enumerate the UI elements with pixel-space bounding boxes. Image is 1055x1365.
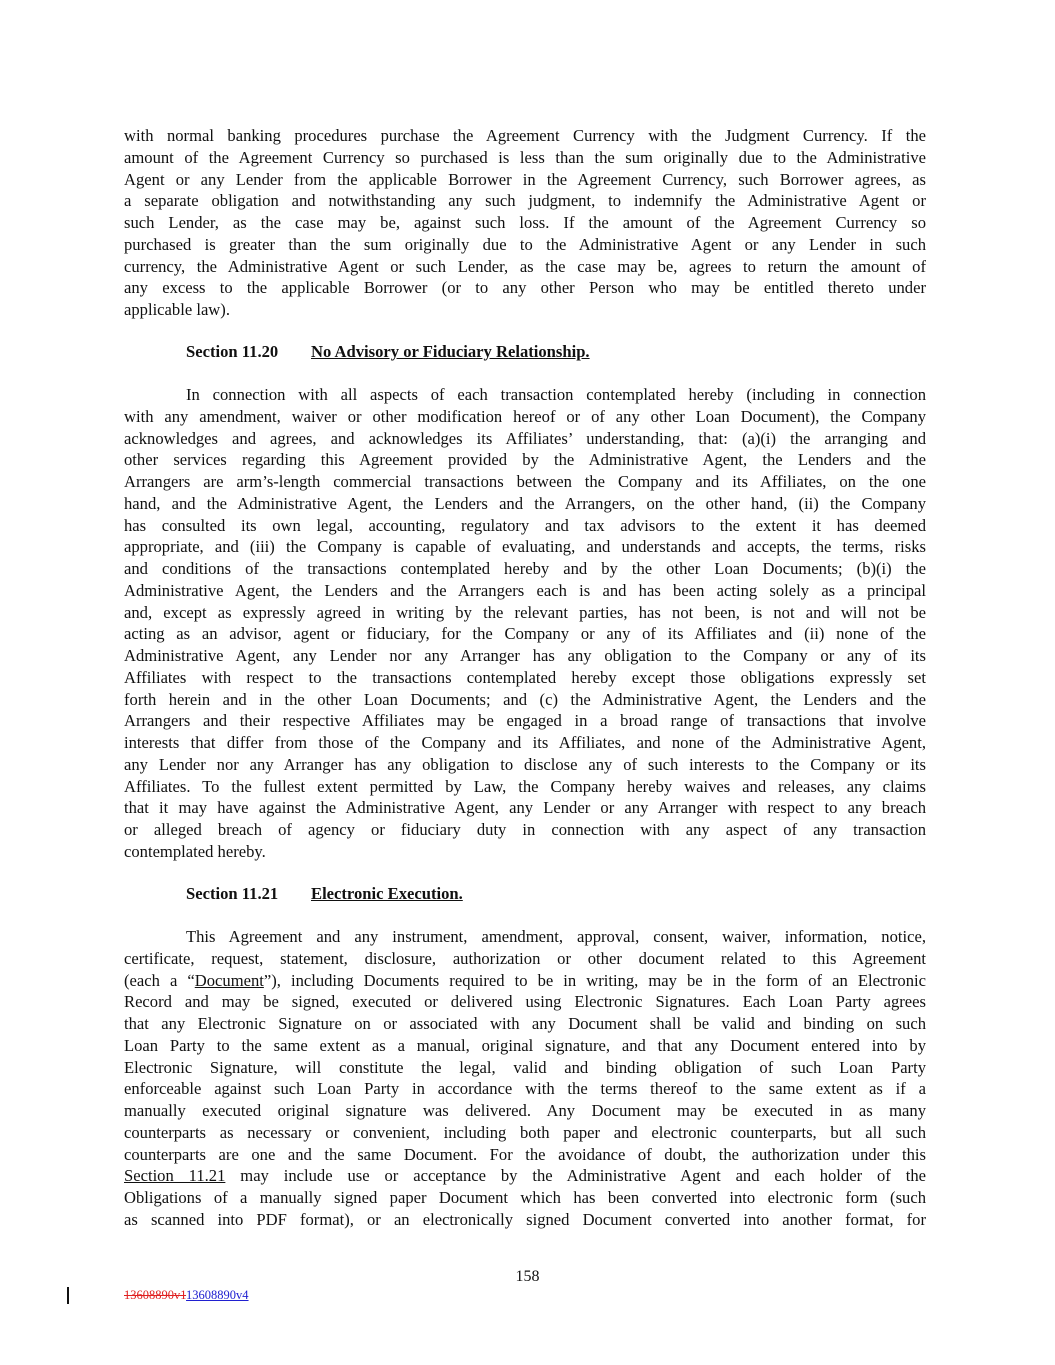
text-line: as scanned into PDF format), or an electronically signed Document converted into another format, for (124, 1209, 926, 1229)
text-line: contemplated hereby. (124, 841, 266, 861)
text-line: Affiliates. To the fullest extent permitted by Law, the Company hereby waives and releases, any claims (124, 776, 926, 796)
text-line: any excess to the applicable Borrower (or to any other Person who may be entitled thereto under (124, 278, 926, 298)
text-line (124, 970, 926, 992)
text-line: applicable law). (124, 300, 230, 319)
text-line: This Agreement and any instrument, amendment, approval, consent, waiver, information, notice, (186, 927, 926, 946)
text-line: and, except as expressly agreed in writing by the relevant parties, has not been, is not and will not be (124, 602, 926, 622)
text-line: with any amendment, waiver or other modification hereof or of any other Loan Document), the Company (124, 406, 926, 426)
text-line: any Lender nor any Arranger has any obligation to disclose any of such interests to the Company or its (124, 754, 926, 774)
doc-id-inserted: 13608890v4 (186, 1288, 249, 1302)
text-line: with normal banking procedures purchase the Agreement Currency with the Judgment Currency. If the (124, 126, 926, 145)
text-line: that any Electronic Signature on or associated with any Document shall be valid and binding on such (124, 1014, 926, 1033)
text-line: Arrangers and their respective Affiliates may be engaged in a broad range of transactions that involve (124, 711, 926, 731)
text-line: or alleged breach of agency or fiduciary duty in connection with any aspect of any transaction (124, 820, 926, 839)
doc-id-deleted: 13608890v1 (124, 1288, 187, 1302)
section-heading-11-21 (186, 883, 463, 905)
text-fragment: ”), including Documents required to be in writing, may be in the form of an Electronic (263, 970, 926, 990)
section-number: Section 11.21 (186, 884, 279, 903)
text-line: counterparts as necessary or convenient, including both paper and electronic counterparts, but all such (124, 1122, 926, 1142)
text-line (124, 1165, 926, 1187)
text-line: forth herein and in the other Loan Documents; and (c) the Administrative Agent, the Lenders and the (124, 689, 926, 709)
text-line: hand, and the Administrative Agent, the Lenders and the Arrangers, on the other hand, (ii) the Company (124, 493, 926, 513)
text-line: certificate, request, statement, disclosure, authorization or other document related to this Agreement (124, 948, 926, 968)
text-line: Loan Party to the same extent as a manual, original signature, and that any Document entered into by (124, 1035, 926, 1055)
section-11-20-paragraph (124, 384, 926, 863)
section-title: Electronic Execution. (311, 884, 463, 903)
text-line: currency, the Administrative Agent or such Lender, as the case may be, agrees to return the amount of (124, 256, 926, 276)
text-line: enforceable against such Loan Party in accordance with the terms thereof to the same extent as if a (124, 1079, 926, 1099)
text-line: appropriate, and (iii) the Company is capable of evaluating, and understands and accepts, the terms, risks (124, 537, 926, 557)
defined-term-document: Document (194, 970, 264, 990)
text-line: Agent or any Lender from the applicable Borrower in the Agreement Currency, such Borrower agrees, as (124, 169, 926, 189)
text-line: that it may have against the Administrative Agent, any Lender or any Arranger with respect to any breach (124, 798, 926, 818)
text-line: purchased is greater than the sum originally due to the Administrative Agent or any Lender in such (124, 234, 926, 254)
text-line: Affiliates with respect to the transactions contemplated hereby except those obligations expressly set (124, 667, 926, 687)
text-line: In connection with all aspects of each transaction contemplated hereby (including in connection (186, 385, 926, 404)
text-line: and conditions of the transactions contemplated hereby and by the other Loan Documents; (b)(i) the (124, 559, 926, 578)
text-fragment: (each a “ (124, 970, 195, 990)
text-line: a separate obligation and notwithstanding any such judgment, to indemnify the Administrative Agent or (124, 191, 926, 211)
document-id-footer (124, 1288, 249, 1303)
section-heading-11-20 (186, 341, 590, 363)
text-line: other services regarding this Agreement provided by the Administrative Agent, the Lenders and the (124, 450, 926, 470)
text-line: Arrangers are arm’s-length commercial transactions between the Company and its Affiliates, on the one (124, 472, 926, 491)
section-11-21-paragraph (124, 926, 926, 1231)
text-line: amount of the Agreement Currency so purchased is less than the sum originally due to the Administrative (124, 147, 926, 167)
text-line: such Lender, as the case may be, against such loss. If the amount of the Agreement Currency so (124, 213, 926, 232)
section-cross-reference[interactable]: Section 11.21 (124, 1166, 226, 1186)
text-line: has consulted its own legal, accounting, regulatory and tax advisors to the extent it has deemed (124, 515, 926, 535)
revision-change-bar (67, 1287, 69, 1304)
text-line: Administrative Agent, any Lender nor any Arranger has any obligation to the Company or any of its (124, 646, 926, 665)
carryover-paragraph (124, 125, 926, 321)
text-line: Obligations of a manually signed paper Document which has been converted into electronic form (such (124, 1188, 926, 1207)
section-number: Section 11.20 (186, 342, 279, 361)
text-fragment: may include use or acceptance by the Administrative Agent and each holder of the (225, 1166, 926, 1186)
text-line: Administrative Agent, the Lenders and the Arrangers each is and has been acting solely as a principal (124, 580, 926, 600)
text-line: acknowledges and agrees, and acknowledges its Affiliates’ understanding, that: (a)(i) the arranging and (124, 428, 926, 448)
text-line: manually executed original signature was delivered. Any Document may be executed in as many (124, 1101, 926, 1120)
text-line: counterparts are one and the same Document. For the avoidance of doubt, the authorization under this (124, 1144, 926, 1164)
section-title: No Advisory or Fiduciary Relationship. (311, 342, 590, 361)
text-line: Electronic Signature, will constitute the legal, valid and binding obligation of such Loan Party (124, 1057, 926, 1077)
page-number: 158 (515, 1268, 540, 1285)
text-line: interests that differ from those of the Company and its Affiliates, and none of the Administrative Agent, (124, 733, 926, 752)
text-line: Record and may be signed, executed or delivered using Electronic Signatures. Each Loan Party agrees (124, 992, 926, 1012)
text-line: acting as an advisor, agent or fiduciary, for the Company or any of its Affiliates and (ii) none of the (124, 624, 926, 644)
